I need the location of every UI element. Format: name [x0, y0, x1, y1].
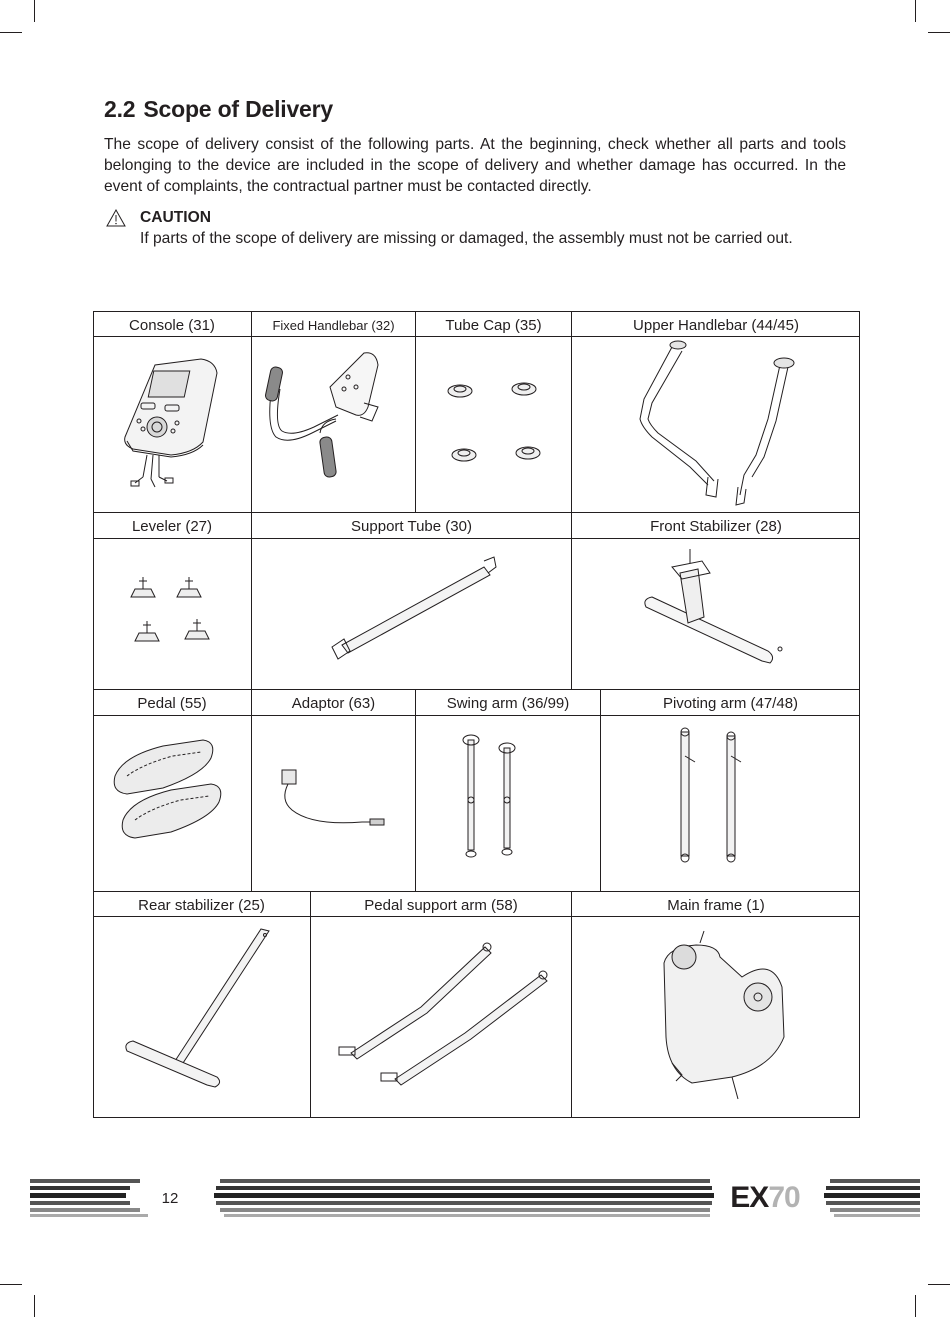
label-pedal-support-arm: Pedal support arm (58) [364, 896, 518, 914]
crop-mark [928, 1284, 950, 1285]
label-upper-handlebar: Upper Handlebar (44/45) [633, 316, 799, 334]
label-main-frame: Main frame (1) [667, 896, 765, 914]
label-adaptor: Adaptor (63) [291, 694, 376, 712]
label-swing-arm: Swing arm (36/99) [446, 694, 570, 712]
label-pedal: Pedal (55) [137, 694, 207, 712]
rear-stabilizer-illustration [93, 917, 310, 1118]
caution-title: CAUTION [140, 209, 212, 226]
front-stabilizer-illustration [572, 539, 860, 689]
crop-mark [34, 0, 35, 22]
label-leveler: Leveler (27) [131, 517, 213, 535]
label-pivoting-arm: Pivoting arm (47/48) [662, 694, 799, 712]
row-divider [93, 891, 860, 892]
section-number: 2.2 [104, 96, 136, 122]
label-tube-cap: Tube Cap (35) [445, 316, 542, 334]
crop-mark [34, 1295, 35, 1317]
row-divider [93, 689, 860, 690]
section-heading [104, 96, 333, 123]
swing-arm-illustration [416, 716, 600, 891]
pedal-support-arm-illustration [311, 917, 571, 1118]
support-tube-illustration [252, 539, 571, 689]
crop-mark [915, 1295, 916, 1317]
label-front-stabilizer: Front Stabilizer (28) [650, 517, 782, 535]
intro-paragraph: The scope of delivery consist of the following parts. At the beginning, check whether all parts and tools belonging to the device are included in the scope of delivery and whether damage has occurred. In the event of complaints, the contractual partner must be contacted directly. [104, 136, 846, 195]
caution-text: If parts of the scope of delivery are missing or damaged, the assembly must not be carried out. [140, 230, 793, 247]
label-console: Console (31) [129, 316, 215, 334]
brand-logo [706, 1176, 824, 1220]
crop-mark [915, 0, 916, 22]
page-number: 12 [161, 1189, 179, 1207]
main-frame-illustration [572, 917, 860, 1118]
fixed-handlebar-illustration [252, 337, 415, 512]
tube-cap-illustration [416, 337, 571, 512]
upper-handlebar-illustration [572, 337, 860, 512]
pedal-illustration [93, 716, 251, 891]
brand-prefix: EX [730, 1181, 769, 1214]
row-divider [93, 512, 860, 513]
parts-table [93, 311, 860, 1118]
crop-mark [0, 1284, 22, 1285]
brand-suffix: 70 [768, 1181, 800, 1214]
crop-mark [0, 32, 22, 33]
warning-triangle-icon [106, 209, 126, 227]
section-title: Scope of Delivery [143, 96, 333, 122]
crop-mark [928, 32, 950, 33]
label-support-tube: Support Tube (30) [351, 517, 472, 535]
leveler-illustration [93, 539, 251, 689]
console-illustration [93, 337, 251, 512]
pivoting-arm-illustration [601, 716, 860, 891]
label-rear-stabilizer: Rear stabilizer (25) [138, 896, 265, 914]
adaptor-illustration [252, 716, 415, 891]
label-fixed-handlebar: Fixed Handlebar (32) [272, 317, 395, 333]
